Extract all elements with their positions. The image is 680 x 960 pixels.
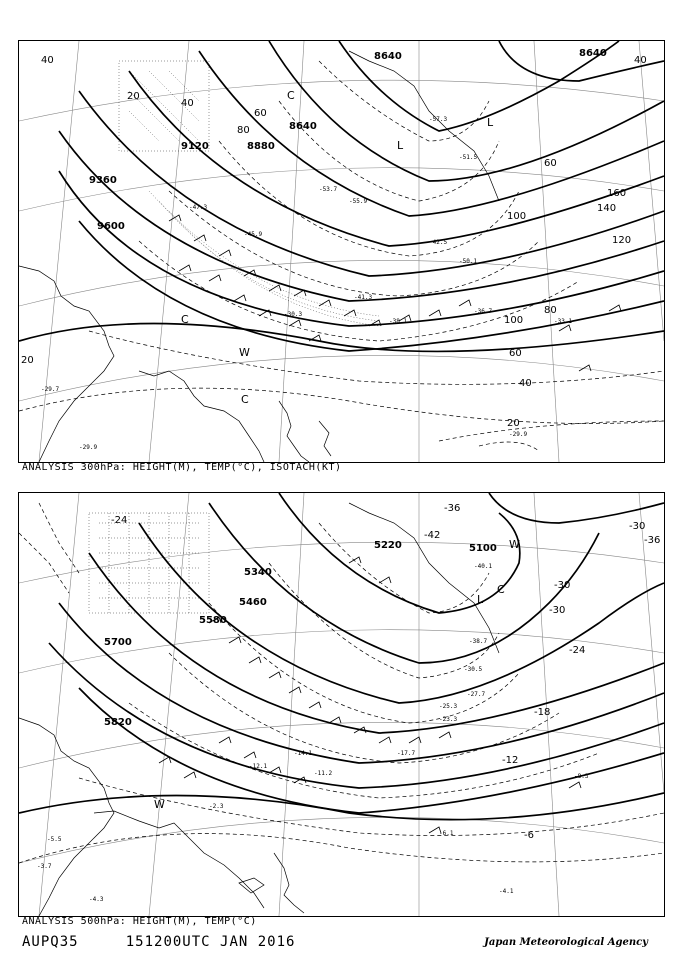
height-label: 9360 (89, 175, 117, 186)
pressure-centers (181, 89, 494, 406)
temp-readout: -5.5 (47, 836, 62, 843)
temp-readout: -14.1 (294, 750, 313, 757)
isotach-label: 40 (519, 378, 532, 389)
temperature-isotherms (19, 503, 664, 863)
temp-readout: -36.7 (474, 308, 493, 315)
height-label: 8640 (289, 121, 317, 132)
temp-readout: -4.3 (89, 896, 104, 903)
isotherm-label: -36 (444, 503, 461, 514)
warm-center: W (154, 798, 165, 811)
temp-readout: -47.3 (189, 204, 208, 211)
height-contours (19, 493, 664, 820)
height-label: 5460 (239, 597, 267, 608)
warm-center: W (239, 346, 250, 359)
temp-readout: -6.1 (439, 830, 454, 837)
height-label: 9600 (97, 221, 125, 232)
product-id: AUPQ35 (22, 934, 79, 950)
analysis-timestamp: 151200UTC JAN 2016 (125, 934, 296, 950)
temperature-readouts (37, 563, 589, 903)
temp-readout: -41.3 (354, 294, 373, 301)
temperature-isotherms (19, 61, 664, 451)
height-label: 8880 (247, 141, 275, 152)
low-center: L (487, 116, 494, 129)
temp-readout: -33.1 (554, 318, 573, 325)
isotach-label: 20 (507, 418, 520, 429)
isotach-label: 60 (254, 108, 267, 119)
height-label: 5820 (104, 717, 132, 728)
isotherm-label: -30 (629, 521, 646, 532)
temp-readout: -51.5 (459, 154, 478, 161)
cold-pool-hatch (89, 513, 209, 613)
temp-readout: -2.3 (209, 803, 224, 810)
jet-core-hatch (119, 61, 379, 326)
temp-readout: -8.3 (574, 773, 589, 780)
temp-readout: -3.7 (37, 863, 52, 870)
temp-readout: -38.7 (469, 638, 488, 645)
temp-readout: -53.7 (319, 186, 338, 193)
caption-300hpa: ANALYSIS 300hPa: HEIGHT(M), TEMP(°C), ISOTACH(KT) (22, 462, 342, 473)
agency-name: Japan Meteorological Agency (484, 937, 648, 948)
temp-readout: -29.9 (79, 444, 98, 451)
isotherm-label: -30 (549, 605, 566, 616)
height-label: 9120 (181, 141, 209, 152)
temp-readout: -38.1 (389, 318, 408, 325)
isotherm-label: -6 (524, 830, 534, 841)
map-300hpa-graphic (19, 41, 664, 462)
isotach-label: 60 (544, 158, 557, 169)
low-center: L (477, 593, 484, 606)
isotach-label: 140 (597, 203, 617, 214)
isotach-label: 60 (509, 348, 522, 359)
isotach-label: 100 (504, 315, 524, 326)
height-label: 5220 (374, 540, 402, 551)
isotherm-label: -12 (502, 755, 519, 766)
isotach-label: 40 (41, 55, 54, 66)
temp-readout: -29.7 (41, 386, 60, 393)
temp-readout: -4.1 (499, 888, 514, 895)
isotherm-label: -24 (569, 645, 586, 656)
temp-readout: -29.9 (509, 431, 528, 438)
isotach-label: 80 (544, 305, 557, 316)
temp-readout: -12.1 (249, 763, 268, 770)
caption-500hpa: ANALYSIS 500hPa: HEIGHT(M), TEMP(°C) (22, 916, 257, 927)
height-label: 5340 (244, 567, 272, 578)
isotherm-label: -42 (424, 530, 441, 541)
isotach-label: 160 (607, 188, 627, 199)
isotach-label: 40 (181, 98, 194, 109)
temp-readout: -11.2 (314, 770, 333, 777)
temperature-readouts (41, 116, 572, 451)
isotherm-label: -36 (644, 535, 661, 546)
cold-center: C (497, 583, 505, 596)
warm-center: W (509, 538, 520, 551)
temp-readout: -50.1 (459, 258, 478, 265)
temp-readout: -57.3 (429, 116, 448, 123)
low-center: L (397, 139, 404, 152)
cold-center: C (287, 89, 295, 102)
product-header (22, 934, 295, 950)
map-500hpa-graphic (19, 493, 664, 916)
temp-readout: -30.5 (464, 666, 483, 673)
isotherm-label: -18 (534, 707, 551, 718)
height-label: 5100 (469, 543, 497, 554)
temp-readout: -30.3 (284, 311, 303, 318)
height-label: 5700 (104, 637, 132, 648)
isotherm-label: -30 (554, 580, 571, 591)
height-contours (19, 41, 664, 351)
isotach-label: 40 (634, 55, 647, 66)
cold-center: C (241, 393, 249, 406)
temp-readout: -42.5 (429, 239, 448, 246)
height-label: 8640 (579, 48, 607, 59)
temp-readout: -45.9 (244, 231, 263, 238)
temp-readout: -23.3 (439, 716, 458, 723)
map-500hpa (18, 492, 665, 917)
isotherm-label: -24 (111, 515, 128, 526)
temp-readout: -40.1 (474, 563, 493, 570)
temp-readout: -25.3 (439, 703, 458, 710)
map-300hpa (18, 40, 665, 463)
isotach-label: 100 (507, 211, 527, 222)
isotach-label: 20 (127, 91, 140, 102)
cold-center: C (181, 313, 189, 326)
temp-readout: -55.9 (349, 198, 368, 205)
height-labels (89, 48, 607, 232)
isotach-label: 120 (612, 235, 632, 246)
isotach-label: 80 (237, 125, 250, 136)
temp-readout: -17.7 (397, 750, 416, 757)
height-label: 8640 (374, 51, 402, 62)
height-labels (104, 540, 497, 728)
isotach-label: 20 (21, 355, 34, 366)
isotach-labels (21, 55, 647, 429)
height-label: 5580 (199, 615, 227, 626)
graticule (19, 41, 664, 462)
temp-readout: -27.7 (467, 691, 486, 698)
pressure-centers (154, 538, 520, 811)
